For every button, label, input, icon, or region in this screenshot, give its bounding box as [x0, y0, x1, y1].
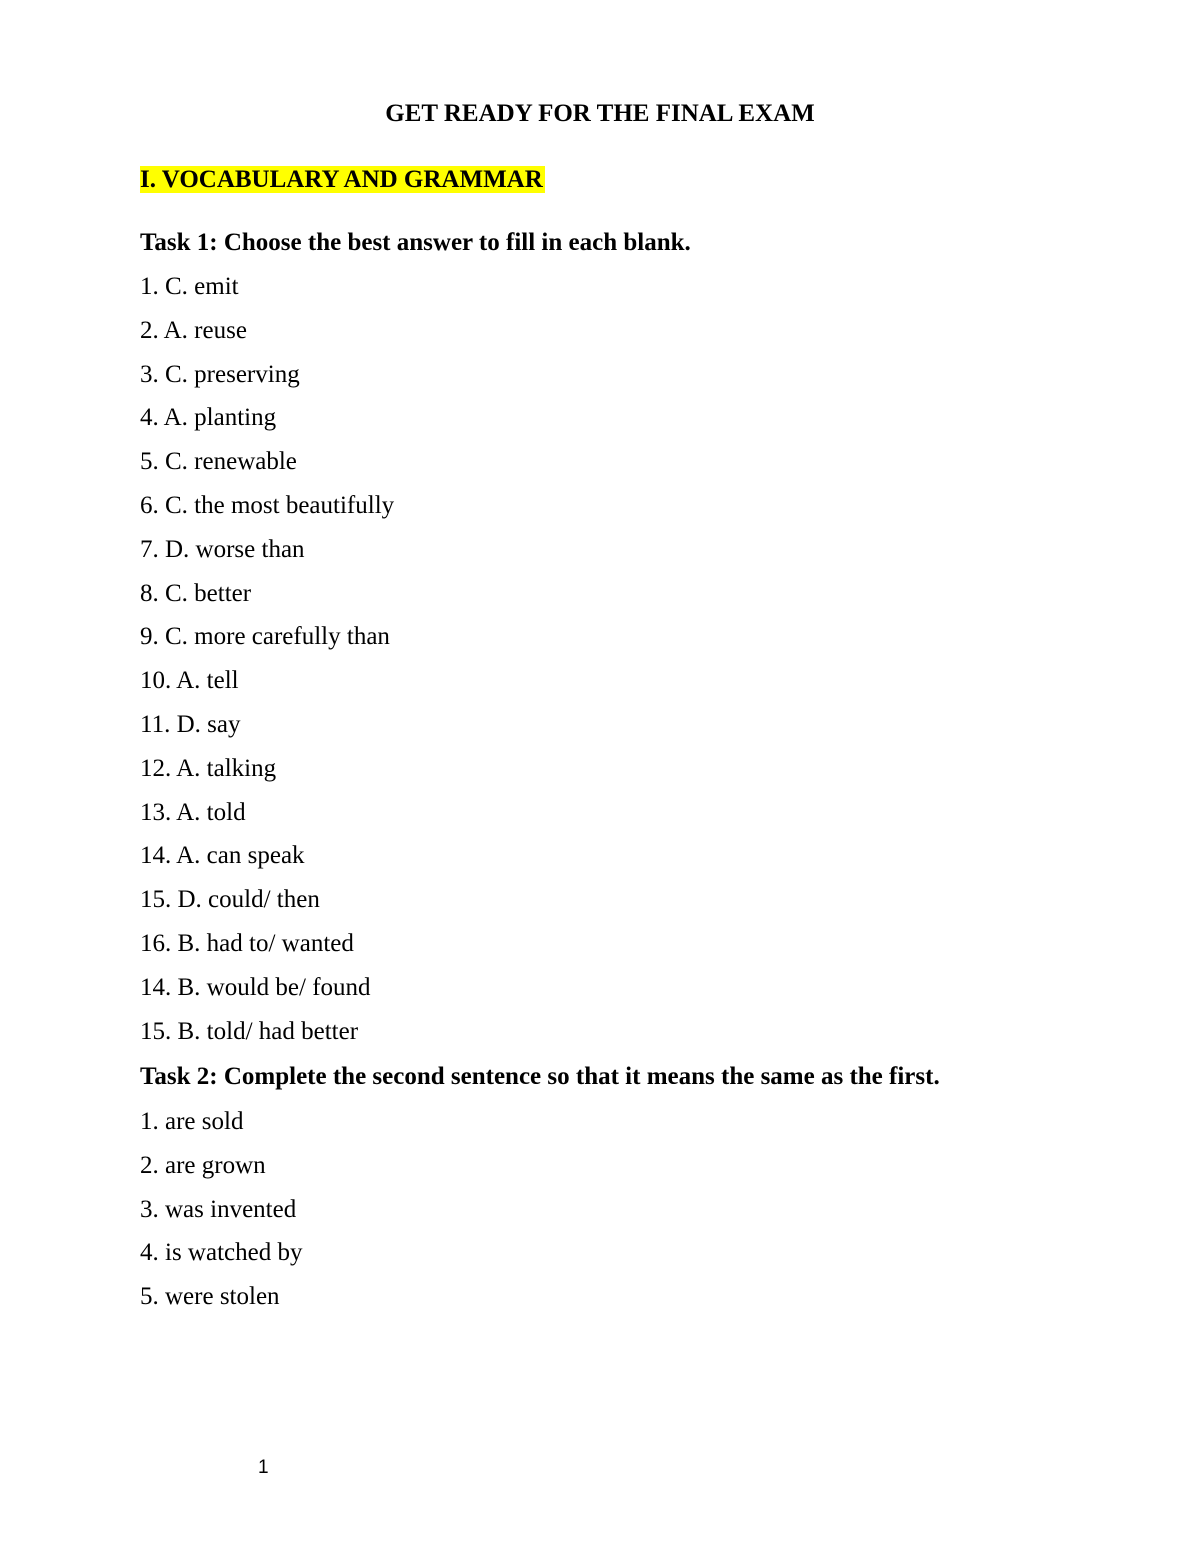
task1-answer: 16. B. had to/ wanted	[140, 929, 354, 957]
task1-answer: 14. B. would be/ found	[140, 973, 371, 1001]
task1-answer-list	[140, 271, 394, 1059]
page-number: 1	[258, 1457, 269, 1478]
task2-answer: 3. was invented	[140, 1195, 297, 1223]
task1-answer: 4. A. planting	[140, 404, 277, 432]
task1-heading: Task 1: Choose the best answer to fill in each blank.	[140, 229, 691, 256]
task1-answer: 7. D. worse than	[140, 535, 305, 563]
section-heading	[140, 164, 545, 196]
task1-answer: 15. B. told/ had better	[140, 1017, 359, 1045]
task1-answer: 14. A. can speak	[140, 842, 305, 870]
task2-answer: 2. are grown	[140, 1151, 266, 1179]
task2-heading: Task 2: Complete the second sentence so that it means the same as the first.	[140, 1063, 940, 1090]
task1-answer: 2. A. reuse	[140, 316, 247, 344]
task1-answer: 9. C. more carefully than	[140, 623, 390, 651]
task1-answer: 11. D. say	[140, 710, 241, 738]
task1-answer: 6. C. the most beautifully	[140, 491, 395, 519]
document-title: GET READY FOR THE FINAL EXAM	[385, 100, 815, 127]
task1-answer: 12. A. talking	[140, 754, 277, 782]
task1-answer: 8. C. better	[140, 579, 252, 607]
task1-answer: 10. A. tell	[140, 667, 239, 695]
task1-answer: 1. C. emit	[140, 273, 239, 300]
task1-answer: 5. C. renewable	[140, 448, 297, 476]
task2-answer: 5. were stolen	[140, 1283, 280, 1311]
task2-answer: 1. are sold	[140, 1108, 244, 1135]
task2-answer-list	[140, 1106, 302, 1325]
task1-answer: 3. C. preserving	[140, 360, 300, 388]
task1-answer: 13. A. told	[140, 798, 246, 826]
task1-answer: 15. D. could/ then	[140, 886, 320, 914]
task2-answer: 4. is watched by	[140, 1239, 303, 1267]
section-heading-highlight: I. VOCABULARY AND GRAMMAR	[140, 166, 543, 193]
